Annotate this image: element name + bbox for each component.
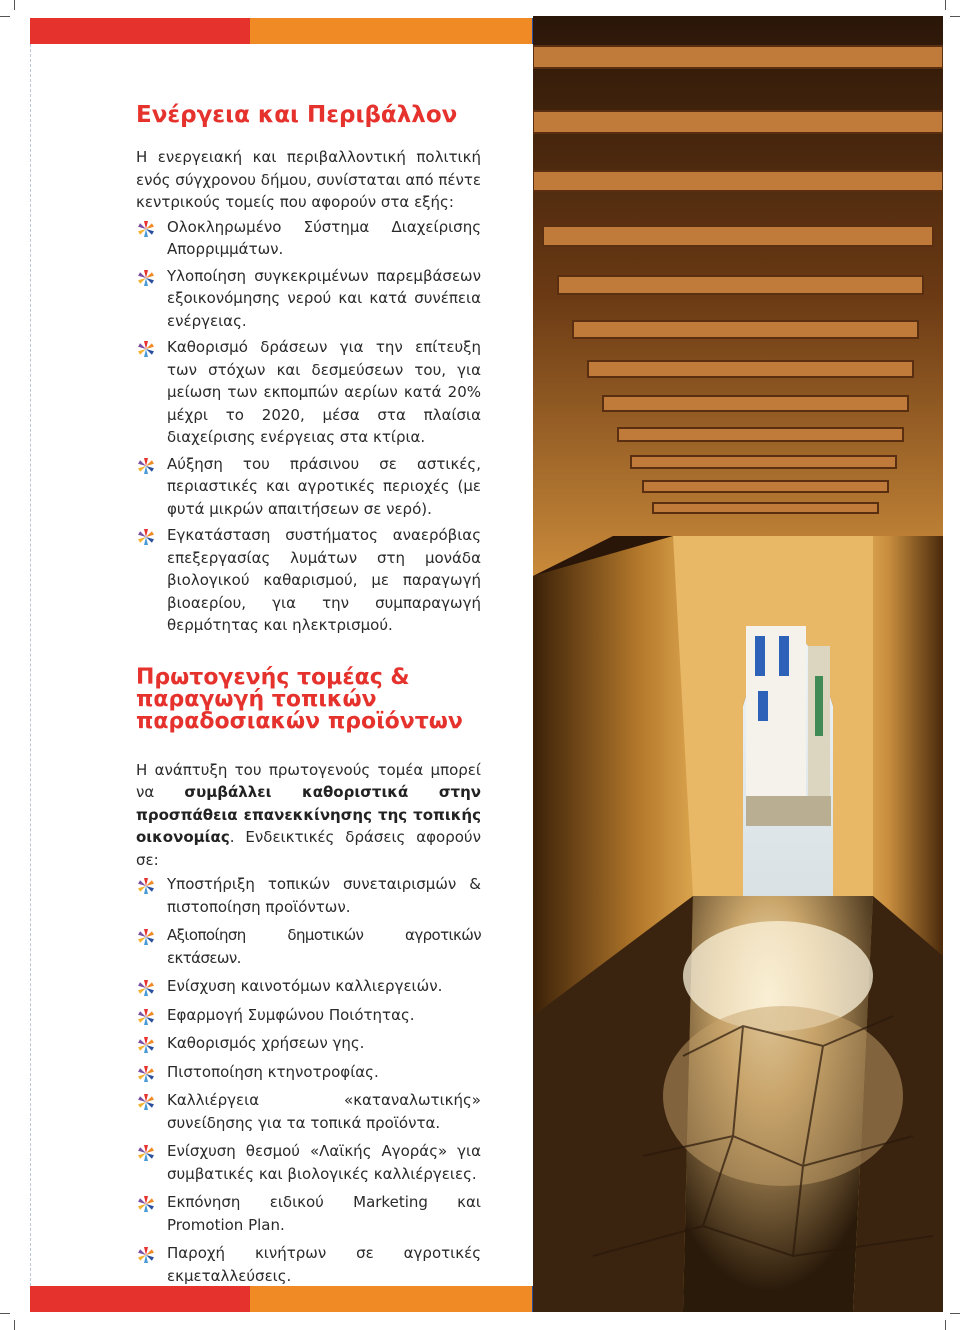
list-item: Ενίσχυση καινοτόμων καλλιεργειών. (136, 975, 481, 998)
multicolor-star-bullet-icon (136, 876, 156, 896)
list-item: Εγκατάσταση συστήματος αναερόβιας επεξεργασίας λυμάτων στη μονάδα βιολογικού καθαρισμού, με παραγωγή βιοαερίου, για την συμπαραγωγή θερμότητας και ηλεκτρισμού. (136, 524, 481, 637)
list-item: Καλλιέργεια «καταναλωτικής» συνείδησης για τα τοπικά προϊόντα. (136, 1089, 481, 1134)
list-item: Καθορισμό δράσεων για την επίτευξη των στόχων και δεσμεύσεων του, για μείωση των εκπομπών αερίων κατά 20% μέχρι το 2020, μέσα στα πλαίσια διαχείρισης ενέργειας στα κτίρια. (136, 336, 481, 449)
multicolor-star-bullet-icon (136, 339, 156, 359)
multicolor-star-bullet-icon (136, 1245, 156, 1265)
multicolor-star-bullet-icon (136, 1092, 156, 1112)
multicolor-star-bullet-icon (136, 268, 156, 288)
multicolor-star-bullet-icon (136, 927, 156, 947)
list-item: Ενίσχυση θεσμού «Λαϊκής Αγοράς» για συμβατικές και βιολογικές καλλιέργειες. (136, 1140, 481, 1185)
crop-mark (14, 0, 15, 10)
crop-mark (945, 1320, 946, 1330)
crop-mark (0, 16, 10, 17)
crop-mark (950, 16, 960, 17)
multicolor-star-bullet-icon (136, 1194, 156, 1214)
multicolor-star-bullet-icon (136, 978, 156, 998)
list-item: Αύξηση του πράσινου σε αστικές, περιαστικές και αγροτικές περιοχές (με φυτά μικρών απαιτήσεων σε νερό). (136, 453, 481, 521)
top-band-red (30, 18, 250, 44)
multicolor-star-bullet-icon (136, 1007, 156, 1027)
photo-illustration (533, 16, 943, 1312)
multicolor-star-bullet-icon (136, 219, 156, 239)
multicolor-star-bullet-icon (136, 527, 156, 547)
list-item: Εφαρμογή Συμφώνου Ποιότητας. (136, 1004, 481, 1027)
list-item: Ολοκληρωμένο Σύστημα Διαχείρισης Απορριμμάτων. (136, 216, 481, 261)
multicolor-star-bullet-icon (136, 1143, 156, 1163)
list-item: Αξιοποίηση δημοτικών αγροτικών εκτάσεων. (136, 924, 481, 969)
multicolor-star-bullet-icon (136, 456, 156, 476)
list-item: Εκπόνηση ειδικού Marketing και Promotion Plan. (136, 1191, 481, 1236)
primary-sector-list (136, 873, 481, 1287)
text-column (136, 100, 481, 1293)
crop-mark (14, 1320, 15, 1330)
section-intro-energy: Η ενεργειακή και περιβαλλοντική πολιτική ενός σύγχρονου δήμου, συνίσταται από πέντε κεντρικούς τομείς που αφορούν στα εξής: (136, 148, 481, 211)
section-title-primary-sector: Πρωτογενής τομέας & παραγωγή τοπικών παραδοσιακών προϊόντων (136, 664, 463, 734)
top-band-orange (250, 18, 532, 44)
multicolor-star-bullet-icon (136, 1064, 156, 1084)
arched-passage-photo (533, 16, 943, 1312)
crop-mark (950, 1313, 960, 1314)
section-intro-primary-sector: Η ανάπτυξη του πρωτογενούς τομέα μπορεί να συμβάλλει καθοριστικά στην προσπάθεια επανεκκίνησης της τοπικής οικονομίας. Ενδεικτικές δράσεις αφορούν σε: (136, 760, 481, 869)
crop-mark (945, 0, 946, 10)
list-item: Υλοποίηση συγκεκριμένων παρεμβάσεων εξοικονόμησης νερού και κατά συνέπεια ενέργειας. (136, 265, 481, 333)
multicolor-star-bullet-icon (136, 1035, 156, 1055)
list-item: Καθορισμός χρήσεων γης. (136, 1032, 481, 1055)
list-item: Υποστήριξη τοπικών συνεταιρισμών & πιστοποίηση προϊόντων. (136, 873, 481, 918)
list-item: Παροχή κινήτρων σε αγροτικές εκμεταλλεύσεις. (136, 1242, 481, 1287)
bleed-guide (30, 44, 31, 1286)
list-item: Πιστοποίηση κτηνοτροφίας. (136, 1061, 481, 1084)
energy-list (136, 216, 481, 637)
crop-mark (0, 1313, 10, 1314)
section-title-energy: Ενέργεια και Περιβάλλον (136, 102, 458, 128)
